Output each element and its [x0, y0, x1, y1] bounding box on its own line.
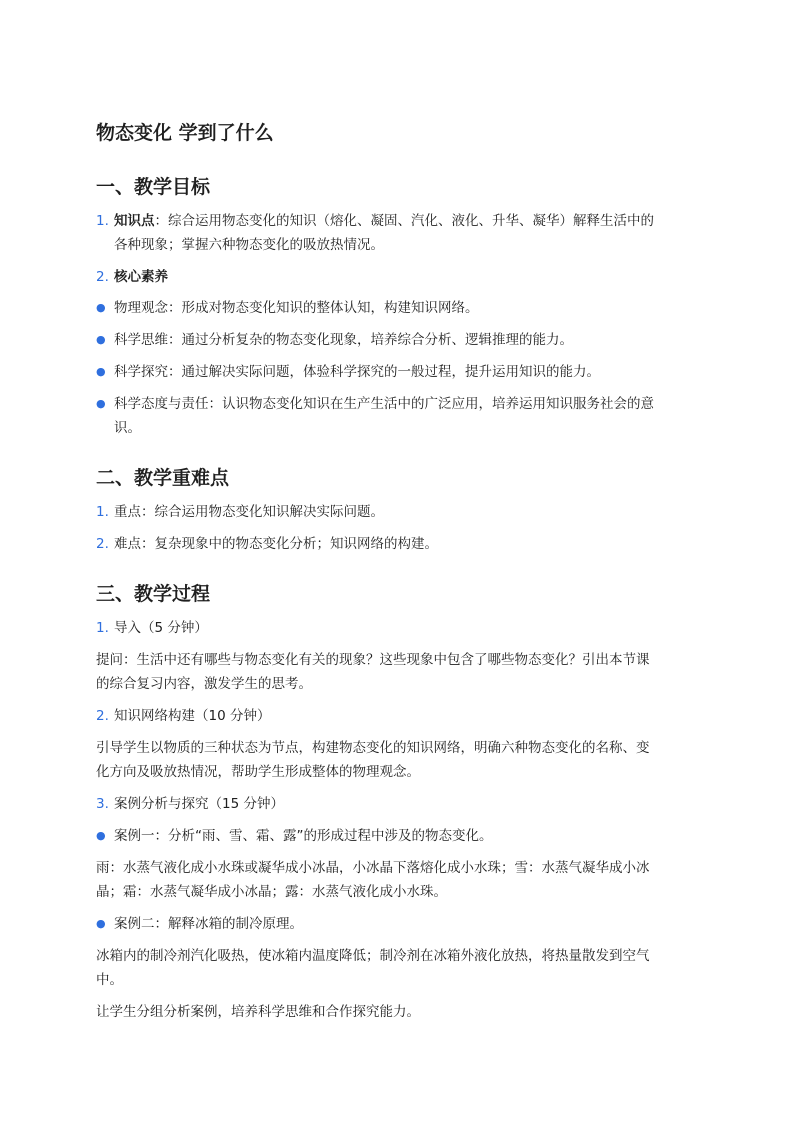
- paragraph: 中。: [96, 972, 123, 988]
- item-text: ：综合运用物态变化的知识（熔化、凝固、汽化、液化、升华、凝华）解释生活中的: [154, 213, 654, 229]
- list-number: 2.: [96, 536, 109, 552]
- bullet-item: ● 科学探究：通过解决实际问题，体验科学探究的一般过程，提升运用知识的能力。: [96, 364, 600, 380]
- bullet-dot-icon: ●: [96, 917, 106, 930]
- list-item: 2. 知识网络构建（10 分钟）: [96, 708, 271, 724]
- bullet-dot-icon: ●: [96, 365, 106, 378]
- paragraph: 冰箱内的制冷剂汽化吸热，使冰箱内温度降低；制冷剂在冰箱外液化放热，将热量散发到空气: [96, 948, 650, 964]
- section-heading-key-points: 二、教学重难点: [96, 467, 230, 489]
- list-number: 1.: [96, 504, 109, 520]
- list-item: 3. 案例分析与探究（15 分钟）: [96, 796, 284, 812]
- paragraph: 提问：生活中还有哪些与物态变化有关的现象？这些现象中包含了哪些物态变化？引出本节课: [96, 652, 650, 668]
- bullet-dot-icon: ●: [96, 333, 106, 346]
- list-item: 1. 重点：综合运用物态变化知识解决实际问题。: [96, 504, 384, 520]
- list-number: 2.: [96, 269, 109, 285]
- list-number: 3.: [96, 796, 109, 812]
- bullet-item: ● 科学思维：通过分析复杂的物态变化现象，培养综合分析、逻辑推理的能力。: [96, 332, 573, 348]
- list-item: 2. 难点：复杂现象中的物态变化分析；知识网络的构建。: [96, 536, 438, 552]
- bullet-item: ● 案例二：解释冰箱的制冷原理。: [96, 916, 303, 932]
- bullet-item: ● 物理观念：形成对物态变化知识的整体认知，构建知识网络。: [96, 300, 479, 316]
- bullet-dot-icon: ●: [96, 301, 106, 314]
- list-number: 1.: [96, 620, 109, 636]
- list-item: [96, 211, 654, 231]
- paragraph: 的综合复习内容，激发学生的思考。: [96, 676, 312, 692]
- paragraph: 引导学生以物质的三种状态为节点，构建物态变化的知识网络，明确六种物态变化的名称、变: [96, 740, 650, 756]
- section-heading-process: 三、教学过程: [96, 583, 211, 605]
- bullet-item-continuation: 识。: [114, 420, 141, 436]
- paragraph: 让学生分组分析案例，培养科学思维和合作探究能力。: [96, 1004, 420, 1020]
- bullet-dot-icon: ●: [96, 829, 106, 842]
- document-title: 物态变化 学到了什么: [96, 122, 274, 144]
- list-item: 1. 导入（5 分钟）: [96, 620, 208, 636]
- list-number: 2.: [96, 708, 109, 724]
- item-label: 知识点: [114, 213, 155, 229]
- list-item: [96, 267, 168, 287]
- list-number: 1.: [96, 213, 109, 229]
- bullet-dot-icon: ●: [96, 397, 106, 410]
- section-heading-goals: 一、教学目标: [96, 176, 211, 198]
- bullet-item: ● 案例一：分析“雨、雪、霜、露”的形成过程中涉及的物态变化。: [96, 828, 493, 844]
- paragraph: 雨：水蒸气液化成小水珠或凝华成小冰晶，小冰晶下落熔化成小水珠；雪：水蒸气凝华成小冰: [96, 860, 650, 876]
- paragraph: 晶；霜：水蒸气凝华成小冰晶；露：水蒸气液化成小水珠。: [96, 884, 447, 900]
- paragraph: 化方向及吸放热情况，帮助学生形成整体的物理观念。: [96, 764, 420, 780]
- item-label: 核心素养: [114, 269, 168, 285]
- list-item-continuation: 各种现象；掌握六种物态变化的吸放热情况。: [114, 237, 384, 253]
- bullet-item: ● 科学态度与责任：认识物态变化知识在生产生活中的广泛应用，培养运用知识服务社会的意: [96, 396, 654, 412]
